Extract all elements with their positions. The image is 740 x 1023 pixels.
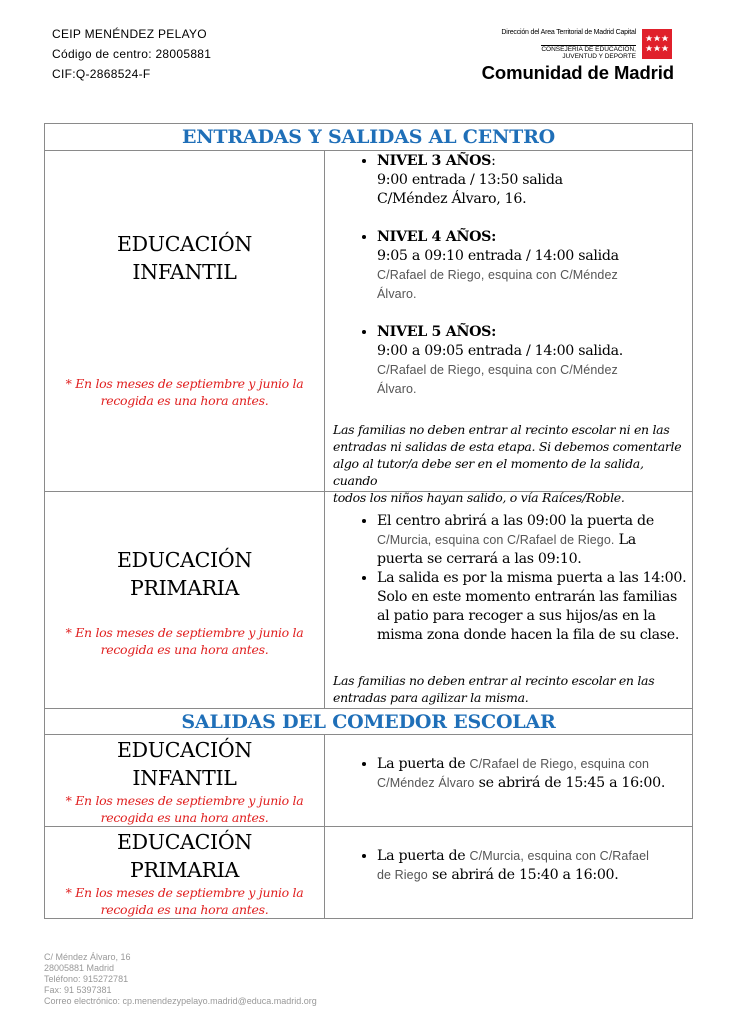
door-prefix: La puerta de	[377, 848, 470, 864]
nivel-5-item	[377, 323, 692, 399]
school-info	[52, 24, 211, 84]
infantil-level	[45, 230, 324, 286]
comedor-primaria-row	[45, 827, 693, 919]
families-line-1: Las familias no deben entrar al recinto escolar en las	[333, 673, 655, 688]
infantil-note	[45, 375, 324, 409]
comedor-infantil-list	[325, 755, 692, 793]
primaria-row	[45, 492, 693, 709]
consejeria-line-1: CONSEJERÍA DE EDUCACIÓN,	[541, 46, 636, 53]
nivel-4-times: 9:05 a 09:10 entrada / 14:00 salida	[377, 248, 619, 264]
level-line-2: INFANTIL	[132, 766, 237, 790]
infantil-level-cell	[45, 151, 325, 492]
entry-line-3: puerta se cerrará a las 09:10.	[377, 551, 582, 567]
section-1-header-row	[45, 124, 693, 151]
nivel-4-item	[377, 228, 692, 304]
comedor-primaria-level	[45, 828, 324, 884]
nivel-4-title: NIVEL 4 AÑOS:	[377, 229, 497, 245]
schedule-table	[44, 123, 693, 919]
nivel-4-address-2: Álvaro.	[377, 287, 417, 301]
consejeria-line-2: JUVENTUD Y DEPORTE	[562, 53, 636, 60]
consejeria-block	[541, 45, 636, 60]
primaria-level	[45, 546, 324, 602]
infantil-row	[45, 151, 693, 492]
note-line-2: recogida es una hora antes.	[100, 810, 269, 825]
comedor-infantil-note	[45, 792, 324, 826]
level-line-1: EDUCACIÓN	[117, 738, 252, 762]
door-address-2: de Riego	[377, 868, 428, 882]
primaria-level-cell	[45, 492, 325, 709]
bullet-list	[325, 152, 692, 209]
comedor-infantil-detail-cell	[325, 735, 693, 827]
comedor-infantil-level-cell	[45, 735, 325, 827]
bullet-list	[325, 512, 692, 645]
center-code: Código de centro: 28005881	[52, 47, 212, 61]
note-line-1: * En los meses de septiembre y junio la	[65, 793, 304, 808]
note-line-2: recogida es una hora antes.	[100, 393, 269, 408]
exit-line-4: misma zona donde hacen la fila de su clase.	[377, 627, 680, 643]
nivel-5-title: NIVEL 5 AÑOS:	[377, 324, 497, 340]
families-line-1: Las familias no deben entrar al recinto escolar ni en las	[333, 422, 670, 437]
section-2-header-row	[45, 709, 693, 735]
door-time: se abrirá de 15:40 a 16:00.	[427, 867, 619, 883]
footer-phone: Teléfono: 915272781	[44, 974, 129, 984]
direction-line: Dirección del Area Territorial de Madrid Capital	[501, 29, 636, 36]
infantil-detail-cell	[325, 151, 693, 505]
nivel-5-address-1: C/Rafael de Riego, esquina con C/Méndez	[377, 363, 618, 377]
footer-city: 28005881 Madrid	[44, 963, 115, 973]
nivel-5-address-2: Álvaro.	[377, 382, 417, 396]
footer-address: C/ Méndez Álvaro, 16	[44, 952, 131, 962]
families-line-3: algo al tutor/a debe ser en el momento de la salida, cuando	[333, 456, 644, 488]
nivel-3-address: C/Méndez Álvaro, 16.	[377, 191, 527, 207]
door-address-2: C/Méndez Álvaro	[377, 776, 475, 790]
comedor-primaria-note	[45, 884, 324, 918]
title-suffix: :	[491, 153, 496, 169]
families-line-2: entradas para agilizar la misma.	[333, 690, 529, 705]
nivel-3-title: NIVEL 3 AÑOS	[377, 153, 492, 169]
level-line-1: EDUCACIÓN	[117, 548, 252, 572]
comedor-infantil-row	[45, 735, 693, 827]
section-2-title: SALIDAS DEL COMEDOR ESCOLAR	[45, 709, 693, 735]
footer-contact	[44, 952, 317, 1007]
comedor-primaria-list	[325, 847, 692, 885]
cif: CIF:Q-2868524-F	[52, 67, 151, 81]
primaria-detail-cell	[325, 492, 693, 709]
school-name: CEIP MENÉNDEZ PELAYO	[52, 27, 207, 41]
bullet-list	[325, 228, 692, 304]
bullet-list	[325, 323, 692, 399]
comedor-infantil-item	[377, 755, 692, 793]
infantil-levels-list	[325, 152, 692, 399]
section-1-title: ENTRADAS Y SALIDAS AL CENTRO	[45, 124, 693, 151]
exit-line-2: Solo en este momento entrarán las familias	[377, 589, 677, 605]
primaria-exit-item	[377, 569, 692, 645]
note-line-2: recogida es una hora antes.	[100, 642, 269, 657]
footer-email: Correo electrónico: cp.menendezypelayo.madrid@educa.madrid.org	[44, 996, 317, 1006]
primaria-families-note	[333, 672, 688, 706]
families-line-2: entradas ni salidas de esta etapa. Si debemos comentarle	[333, 439, 682, 454]
comedor-primaria-item	[377, 847, 692, 885]
exit-line-1: La salida es por la misma puerta a las 14:00.	[377, 570, 687, 586]
families-line-4: todos los niños hayan salido, o vía Raíces/Roble.	[333, 490, 625, 505]
primaria-note	[45, 624, 324, 658]
level-line-1: EDUCACIÓN	[117, 830, 252, 854]
bullet-list	[325, 755, 692, 793]
comedor-primaria-level-cell	[45, 827, 325, 919]
nivel-3-item	[377, 152, 692, 209]
nivel-3-times: 9:00 entrada / 13:50 salida	[377, 172, 563, 188]
exit-line-3: al patio para recoger a sus hijos/as en la	[377, 608, 656, 624]
primaria-list	[325, 512, 692, 645]
primaria-entry-item	[377, 512, 692, 569]
entry-line-2-end: La	[614, 532, 636, 548]
entry-address: C/Murcia, esquina con C/Rafael de Riego.	[377, 533, 615, 547]
comunidad-logo	[466, 29, 674, 81]
note-line-1: * En los meses de septiembre y junio la	[65, 625, 304, 640]
note-line-1: * En los meses de septiembre y junio la	[65, 376, 304, 391]
bullet-list	[325, 847, 692, 885]
comunidad-title: Comunidad de Madrid	[481, 62, 674, 83]
door-address-1: C/Rafael de Riego, esquina con	[469, 757, 650, 771]
level-line-2: INFANTIL	[132, 260, 237, 284]
nivel-5-times: 9:00 a 09:05 entrada / 14:00 salida.	[377, 343, 624, 359]
door-time: se abrirá de 15:45 a 16:00.	[474, 775, 666, 791]
note-line-2: recogida es una hora antes.	[100, 902, 269, 917]
level-line-2: PRIMARIA	[129, 858, 240, 882]
footer-fax: Fax: 91 5397381	[44, 985, 112, 995]
level-line-1: EDUCACIÓN	[117, 232, 252, 256]
door-address-1: C/Murcia, esquina con C/Rafael	[469, 849, 650, 863]
door-prefix: La puerta de	[377, 756, 470, 772]
madrid-flag-icon	[642, 29, 672, 59]
nivel-4-address-1: C/Rafael de Riego, esquina con C/Méndez	[377, 268, 618, 282]
comedor-infantil-level	[45, 736, 324, 792]
entry-line-1: El centro abrirá a las 09:00 la puerta de	[377, 513, 654, 529]
note-line-1: * En los meses de septiembre y junio la	[65, 885, 304, 900]
comedor-primaria-detail-cell	[325, 827, 693, 919]
level-line-2: PRIMARIA	[129, 576, 240, 600]
